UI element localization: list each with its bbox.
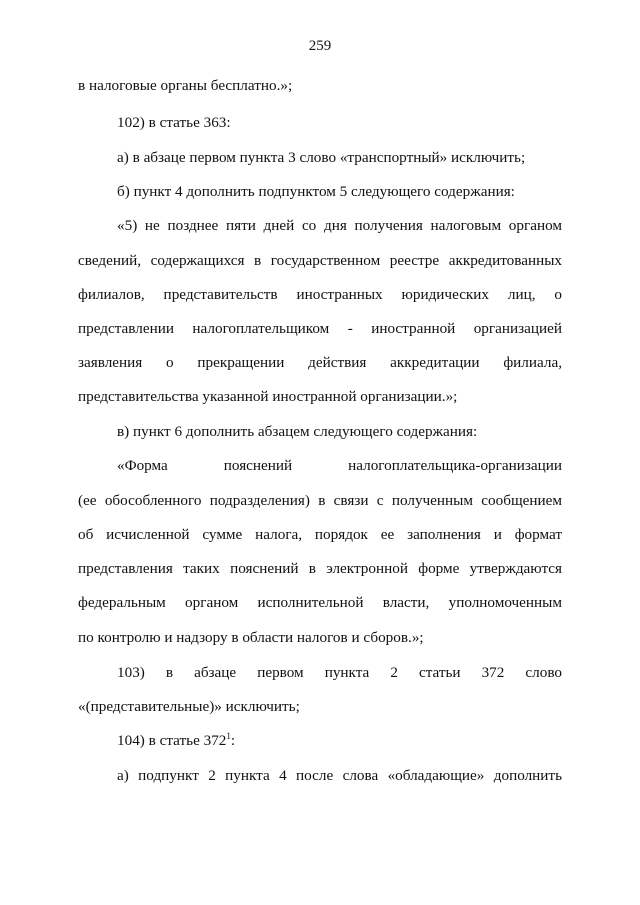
text-line-15: представления таких пояснений в электронной форме утверждаются	[78, 560, 562, 577]
text-line-6: сведений, содержащихся в государственном реестре аккредитованных	[78, 252, 562, 269]
text-line-20	[117, 731, 562, 751]
text-line-1: в налоговые органы бесплатно.»;	[78, 77, 293, 94]
article-reference: 104) в статье 372	[117, 732, 227, 749]
text-line-9: заявления о прекращении действия аккредитации филиала,	[78, 354, 562, 371]
text-line-8: представлении налогоплательщиком - иностранной организацией	[78, 320, 562, 337]
text-line-19: «(представительные)» исключить;	[78, 698, 300, 715]
article-colon: :	[230, 732, 236, 749]
text-line-21: а) подпункт 2 пункта 4 после слова «обладающие» дополнить	[117, 767, 562, 784]
article-superscript: 1	[226, 730, 231, 741]
text-line-5: «5) не позднее пяти дней со дня получения налоговым органом	[117, 217, 562, 234]
text-line-18: 103) в абзаце первом пункта 2 статьи 372 слово	[117, 664, 562, 681]
text-line-7: филиалов, представительств иностранных юридических лиц, о	[78, 286, 562, 303]
text-line-2: 102) в статье 363:	[117, 114, 231, 131]
text-line-12: «Форма пояснений налогоплательщика-организации	[117, 457, 562, 474]
text-line-10: представительства указанной иностранной организации.»;	[78, 388, 458, 405]
text-line-17: по контролю и надзору в области налогов и сборов.»;	[78, 629, 424, 646]
text-line-13: (ее обособленного подразделения) в связи с полученным сообщением	[78, 492, 562, 509]
text-line-14: об исчисленной сумме налога, порядок ее заполнения и формат	[78, 526, 562, 543]
text-line-16: федеральным органом исполнительной власти, уполномоченным	[78, 594, 562, 611]
text-line-4: б) пункт 4 дополнить подпунктом 5 следующего содержания:	[117, 183, 515, 200]
page-number: 259	[308, 38, 332, 54]
text-line-11: в) пункт 6 дополнить абзацем следующего содержания:	[117, 423, 478, 440]
text-line-3: а) в абзаце первом пункта 3 слово «транспортный» исключить;	[117, 149, 526, 166]
